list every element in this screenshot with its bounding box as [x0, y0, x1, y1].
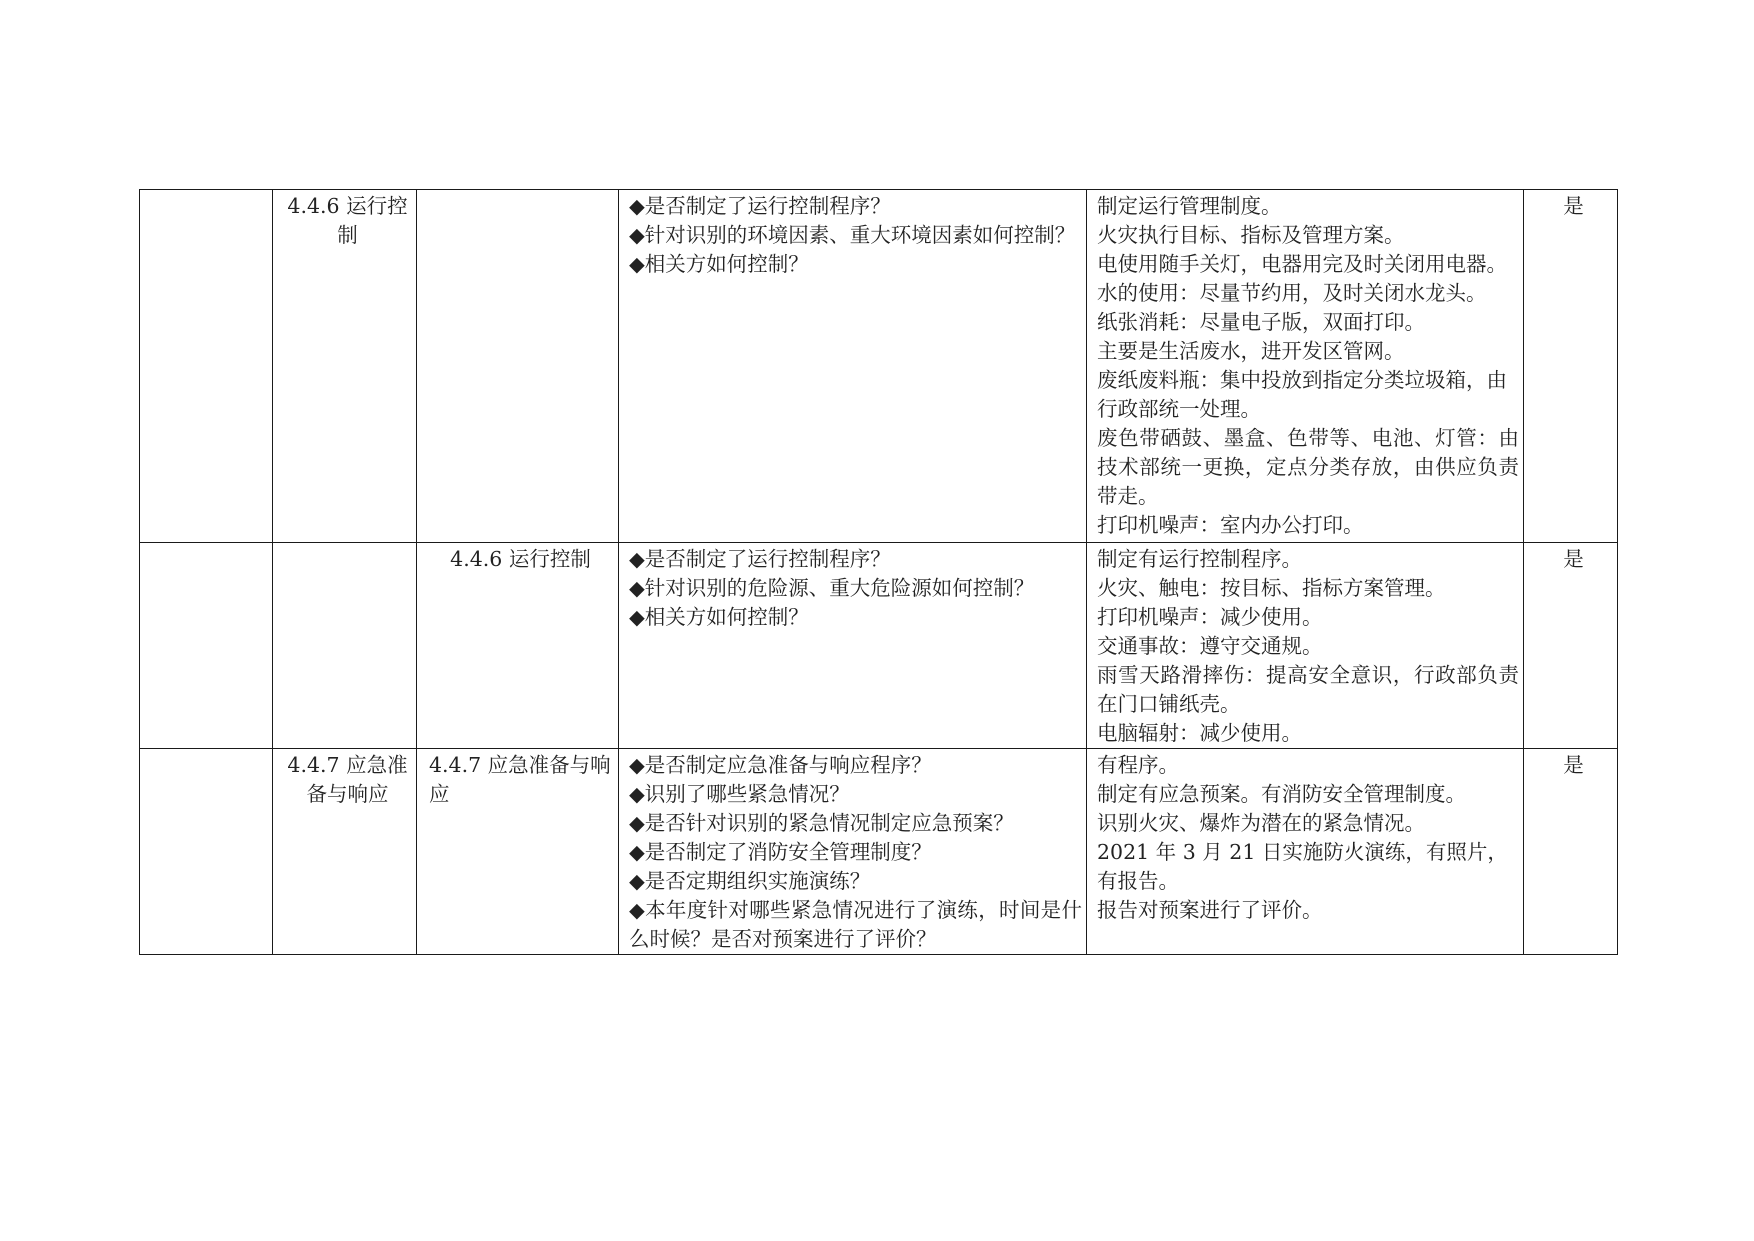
result-value: 是: [1563, 753, 1584, 777]
evidence-item: 火灾执行目标、指标及管理方案。: [1097, 223, 1405, 247]
question-item: ◆相关方如何控制？: [629, 605, 809, 629]
evidence-item: 雨雪天路滑摔伤：提高安全意识，行政部负责在门口铺纸壳。: [1097, 663, 1519, 716]
result-cell: [1524, 543, 1618, 749]
evidence-item: 纸张消耗：尽量电子版，双面打印。: [1097, 310, 1425, 334]
result-value: 是: [1563, 194, 1584, 218]
table-row: [140, 749, 1618, 955]
result-cell: [1524, 749, 1618, 955]
table-row: [140, 190, 1618, 543]
evidence-item: 打印机噪声：室内办公打印。: [1097, 513, 1364, 537]
evidence-item: 电脑辐射：减少使用。: [1097, 721, 1302, 745]
audit-checklist-table: [139, 189, 1618, 955]
evidence-item: 交通事故：遵守交通规。: [1097, 634, 1323, 658]
question-item: ◆是否制定了运行控制程序？: [629, 547, 891, 571]
question-item: ◆本年度针对哪些紧急情况进行了演练，时间是什么时候？是否对预案进行了评价？: [629, 898, 1082, 951]
table-row: [140, 543, 1618, 749]
evidence-item: 火灾、触电：按目标、指标方案管理。: [1097, 576, 1446, 600]
clause-cell: [417, 749, 619, 955]
questions-cell: [619, 749, 1087, 955]
evidence-item: 制定有运行控制程序。: [1097, 547, 1302, 571]
questions-cell: [619, 543, 1087, 749]
question-item: ◆是否制定了消防安全管理制度？: [629, 840, 932, 864]
evidence-cell: [1087, 749, 1524, 955]
evidence-cell: [1087, 543, 1524, 749]
evidence-item: 主要是生活废水，进开发区管网。: [1097, 339, 1405, 363]
question-item: ◆相关方如何控制？: [629, 252, 809, 276]
question-item: ◆识别了哪些紧急情况？: [629, 782, 850, 806]
clause-label: 4.4.6 运行控制: [287, 194, 408, 247]
questions-cell: [619, 190, 1087, 543]
question-item: ◆针对识别的危险源、重大危险源如何控制？: [629, 576, 1035, 600]
clause-cell: [417, 543, 619, 749]
evidence-item: 识别火灾、爆炸为潜在的紧急情况。: [1097, 811, 1425, 835]
evidence-cell: [1087, 190, 1524, 543]
table-cell-blank: [140, 190, 273, 543]
result-cell: [1524, 190, 1618, 543]
result-value: 是: [1563, 547, 1584, 571]
question-item: ◆是否制定了运行控制程序？: [629, 194, 891, 218]
table-cell-blank: [140, 749, 273, 955]
clause-label: 4.4.6 运行控制: [450, 547, 591, 571]
clause-label: 4.4.7 应急准备与响应: [287, 753, 408, 806]
evidence-item: 电使用随手关灯，电器用完及时关闭用电器。: [1097, 252, 1507, 276]
evidence-item: 水的使用：尽量节约用，及时关闭水龙头。: [1097, 281, 1487, 305]
clause-cell: [273, 190, 417, 543]
evidence-item: 制定运行管理制度。: [1097, 194, 1282, 218]
clause-label: 4.4.7 应急准备与响应: [429, 753, 611, 806]
question-item: ◆是否针对识别的紧急情况制定应急预案？: [629, 811, 1014, 835]
evidence-item: 废色带硒鼓、墨盒、色带等、电池、灯管：由技术部统一更换，定点分类存放，由供应负责带走。: [1097, 426, 1519, 508]
evidence-item: 打印机噪声：减少使用。: [1097, 605, 1323, 629]
evidence-item: 有程序。: [1097, 753, 1179, 777]
clause-cell: [273, 749, 417, 955]
clause-cell: [273, 543, 417, 749]
table-cell-blank: [140, 543, 273, 749]
clause-cell: [417, 190, 619, 543]
question-item: ◆针对识别的环境因素、重大环境因素如何控制？: [629, 223, 1076, 247]
evidence-item: 2021 年 3 月 21 日实施防火演练，有照片，有报告。: [1097, 840, 1508, 893]
evidence-item: 废纸废料瓶：集中投放到指定分类垃圾箱，由行政部统一处理。: [1097, 368, 1507, 421]
evidence-item: 报告对预案进行了评价。: [1097, 898, 1323, 922]
question-item: ◆是否定期组织实施演练？: [629, 869, 871, 893]
question-item: ◆是否制定应急准备与响应程序？: [629, 753, 932, 777]
evidence-item: 制定有应急预案。有消防安全管理制度。: [1097, 782, 1466, 806]
